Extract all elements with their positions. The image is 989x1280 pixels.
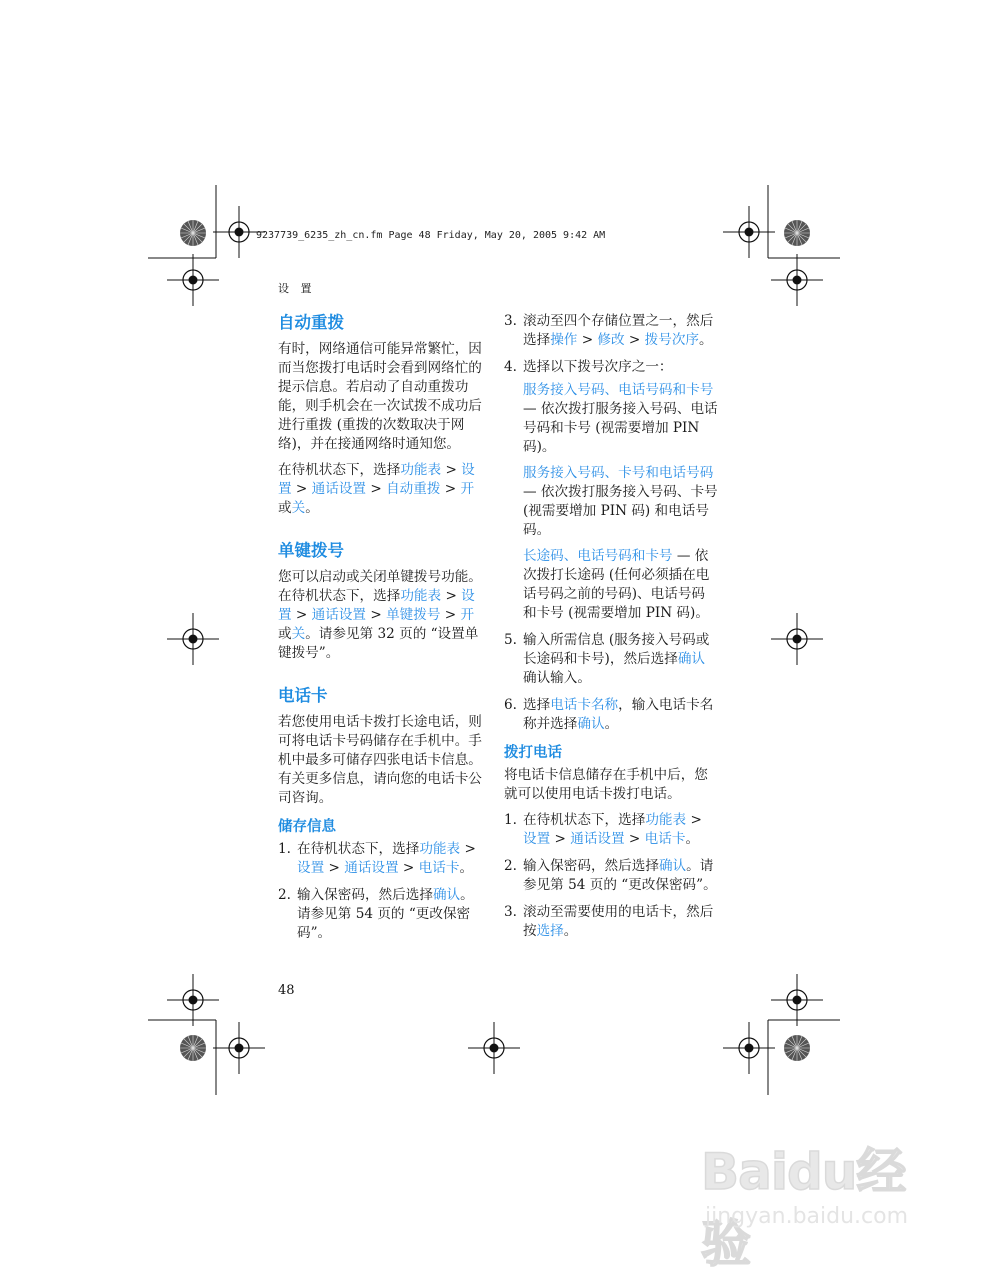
make-call-intro: 将电话卡信息储存在手机中后，您就可以使用电话卡拨打电话。	[504, 767, 708, 802]
section-speed-dial	[278, 540, 484, 663]
section-title-speed-dial: 单键拨号	[278, 541, 344, 560]
list-item: 6. 选择电话卡名称，输入电话卡名称并选择确认。	[504, 697, 714, 732]
menu-path-link: 选择	[536, 923, 564, 939]
page-number: 48	[278, 983, 295, 998]
right-column	[504, 312, 718, 949]
menu-path-link: 修改	[597, 332, 625, 348]
menu-path-link: 关	[291, 500, 306, 516]
save-info-steps	[278, 840, 484, 943]
menu-path-link: 通话设置	[311, 481, 367, 497]
baidu-watermark	[701, 1128, 949, 1273]
menu-path-link: 拨号次序	[644, 332, 700, 348]
menu-path-link: 开	[460, 481, 475, 497]
watermark-logo: Baidu经验	[701, 1143, 906, 1273]
section-title-calling-card: 电话卡	[278, 686, 328, 705]
menu-path-link: 设置	[297, 860, 325, 876]
menu-path-link: 开	[460, 607, 475, 623]
menu-path-link: 通话设置	[344, 860, 399, 876]
list-item: 1. 在待机状态下，选择功能表 > 设置 > 通话设置 > 电话卡。	[504, 812, 702, 847]
menu-path-link: 自动重拨	[386, 481, 441, 497]
auto-redial-instructions: 在待机状态下，选择功能表 > 设置 > 通话设置 > 自动重拨 > 开或关。	[278, 462, 475, 516]
menu-path-link: 设置	[523, 831, 551, 847]
list-item: 4. 选择以下拨号次序之一： 服务接入号码、电话号码和卡号 — 依次拨打服务接入号码、电话号码和卡号 (视需要增加 PIN 码)。 服务接入号码、卡号和电话号码 — 依次拨打服务接入号码、卡号 (视需要增加 PIN 码) 和电话号码。 长途码、电话号码和卡号 — 依次拨打长途码 (任何必须插在电话号码之前的号码)、电话号码和卡号 (视需要增加 PIN 码)。	[504, 359, 718, 621]
menu-path-link: 确认	[658, 858, 687, 874]
menu-path-link: 确认	[677, 651, 706, 667]
menu-path-link: 设置	[278, 588, 475, 623]
watermark-url: jingyan.baidu.com	[705, 1204, 909, 1229]
menu-path-link: 功能表	[400, 462, 442, 478]
make-call-steps	[504, 811, 718, 941]
menu-path-link: 电话卡名称	[550, 697, 619, 713]
auto-redial-description: 有时，网络通信可能异常繁忙，因而当您拨打电话时会看到网络忙的提示信息。若启动了自动重拨功能，则手机会在一次试拨不成功后进行重拨 (重拨的次数取决于网络)，并在接通网络时通知您。	[278, 341, 482, 452]
menu-path-link: 电话卡	[418, 860, 460, 876]
print-slug-header: 9237739_6235_zh_cn.fm Page 48 Friday, May 20, 2005 9:42 AM	[256, 230, 606, 241]
dial-order-option: 服务接入号码、电话号码和卡号 — 依次拨打服务接入号码、电话号码和卡号 (视需要增加 PIN 码)。	[523, 382, 718, 455]
list-item: 3. 滚动至需要使用的电话卡，然后按选择。	[504, 904, 714, 939]
subsection-title-make-call: 拨打电话	[504, 745, 562, 761]
list-item: 1. 在待机状态下，选择功能表 > 设置 > 通话设置 > 电话卡。	[278, 841, 476, 876]
left-column	[278, 312, 484, 951]
menu-path-link: 通话设置	[570, 831, 625, 847]
list-item: 2. 输入保密码，然后选择确认。请参见第 54 页的 “更改保密码”。	[504, 858, 717, 893]
running-head: 设 置	[278, 282, 316, 295]
menu-path-link: 电话卡	[644, 831, 686, 847]
menu-path-link: 功能表	[400, 588, 442, 604]
menu-path-link: 单键拨号	[386, 607, 441, 623]
menu-path-link: 功能表	[645, 812, 687, 828]
menu-path-link: 功能表	[419, 841, 461, 857]
menu-path-link: 关	[291, 626, 306, 642]
subsection-title-save-info: 储存信息	[278, 819, 336, 835]
section-auto-redial	[278, 312, 484, 518]
list-item: 2. 输入保密码，然后选择确认。请参见第 54 页的 “更改保密码”。	[278, 887, 474, 941]
list-item: 5. 输入所需信息 (服务接入号码或长途码和卡号)，然后选择确认确认输入。	[504, 632, 710, 686]
save-info-steps-continued	[504, 312, 718, 734]
list-item: 3. 滚动至四个存储位置之一，然后选择操作 > 修改 > 拨号次序。	[504, 313, 714, 348]
menu-path-link: 确认	[432, 887, 461, 903]
dial-order-option: 长途码、电话号码和卡号 — 依次拨打长途码 (任何必须插在电话号码之前的号码)、电话号码和卡号 (视需要增加 PIN 码)。	[523, 548, 710, 621]
menu-path-link: 通话设置	[311, 607, 367, 623]
menu-path-link: 操作	[550, 332, 578, 348]
menu-path-link: 设置	[278, 462, 475, 497]
speed-dial-instructions: 您可以启动或关闭单键拨号功能。在待机状态下，选择功能表 > 设置 > 通话设置 > 单键拨号 > 开或关。请参见第 32 页的 “设置单键拨号”。	[278, 569, 482, 661]
section-calling-card	[278, 685, 484, 943]
section-title-auto-redial: 自动重拨	[278, 313, 344, 332]
dial-order-option: 服务接入号码、卡号和电话号码 — 依次拨打服务接入号码、卡号 (视需要增加 PIN 码) 和电话号码。	[523, 465, 718, 538]
calling-card-description: 若您使用电话卡拨打长途电话，则可将电话卡号码储存在手机中。手机中最多可储存四张电话卡信息。有关更多信息，请向您的电话卡公司咨询。	[278, 714, 482, 806]
menu-path-link: 确认	[577, 716, 605, 732]
